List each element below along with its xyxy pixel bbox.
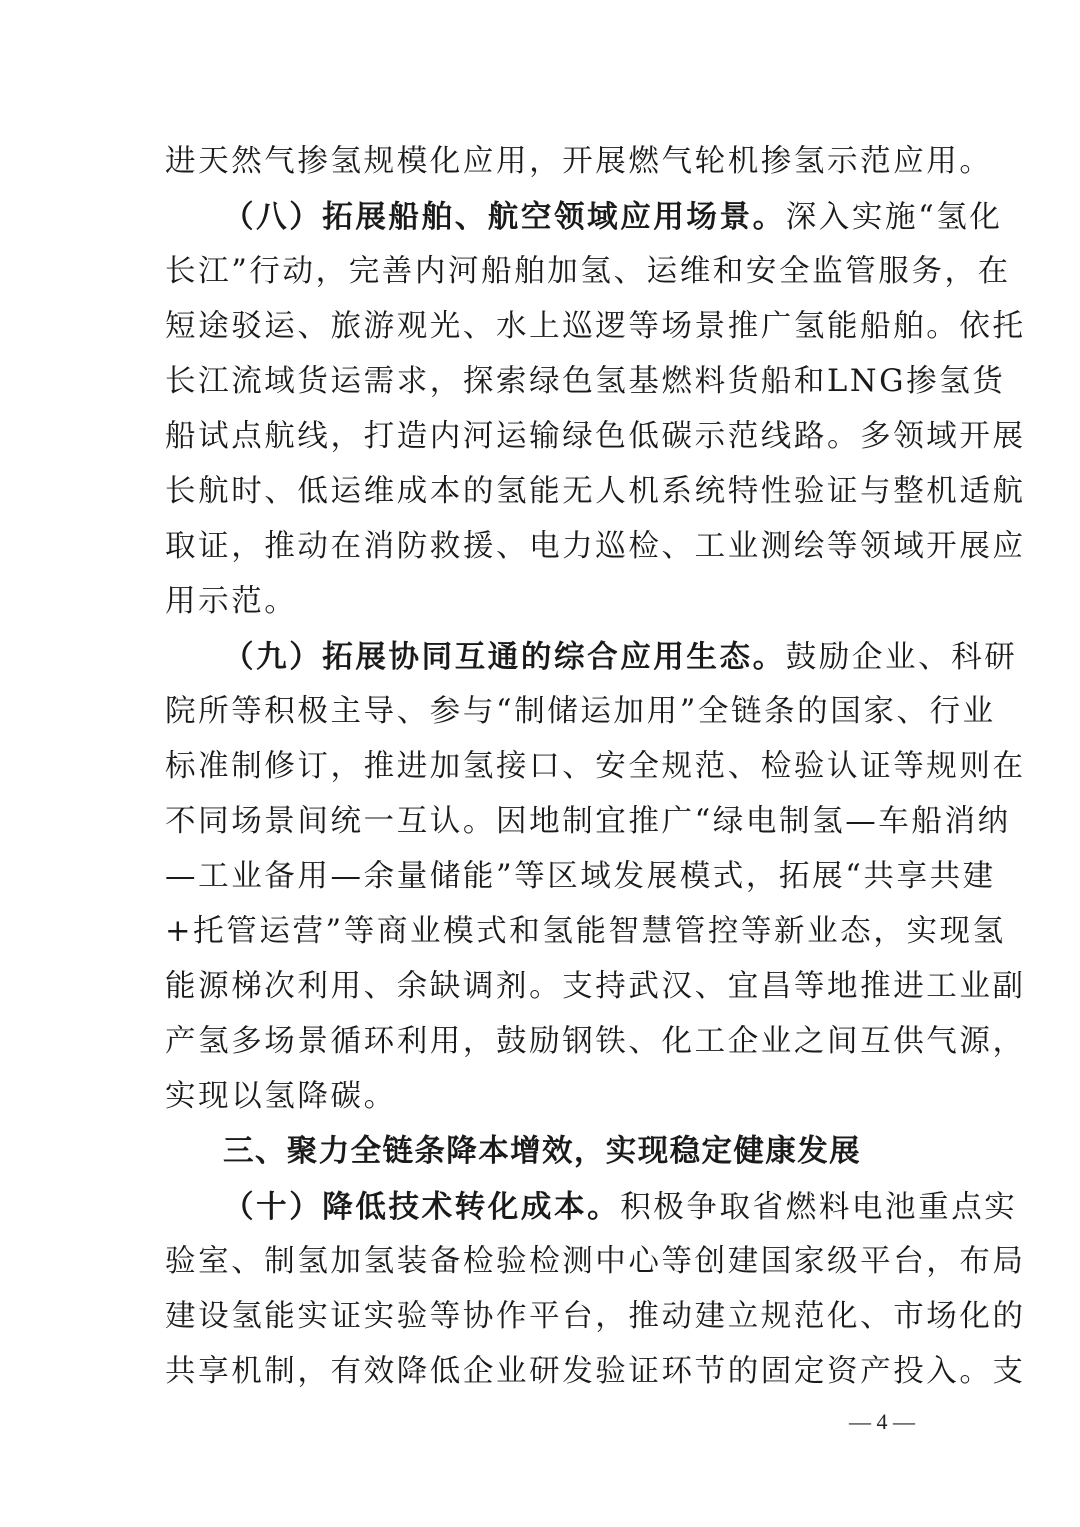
body-line: 产氢多场景循环利用，鼓励钢铁、化工企业之间互供气源， [165,1024,1026,1059]
body-line: 建设氢能实证实验等协作平台，推动建立规范化、市场化的 [165,1299,1026,1334]
body-line: 船试点航线，打造内河运输绿色低碳示范线路。多领域开展 [165,419,1026,454]
paragraph-10-text: 积极争取省燃料电池重点实 [620,1190,1018,1225]
body-line: 标准制修订，推进加氢接口、安全规范、检验认证等规则在 [165,749,1026,784]
paragraph-10-first-line [223,1187,1018,1227]
paragraph-10-title: （十）降低技术转化成本。 [223,1189,621,1225]
body-line: 共享机制，有效降低企业研发验证环节的固定资产投入。支 [165,1354,1026,1389]
paragraph-8-title: （八）拓展船舶、航空领域应用场景。 [223,199,786,235]
paragraph-9-text: 鼓励企业、科研 [785,640,1018,675]
body-line: 能源梯次利用、余缺调剂。支持武汉、宜昌等地推进工业副 [165,969,1026,1004]
body-line: 进天然气掺氢规模化应用，开展燃气轮机掺氢示范应用。 [165,144,993,179]
body-line: 院所等积极主导、参与“制储运加用”全链条的国家、行业 [165,694,996,729]
paragraph-8-first-line [223,197,1003,237]
body-line: +托管运营”等商业模式和氢能智慧管控等新业态，实现氢 [165,914,1006,949]
body-line: 取证，推动在消防救援、电力巡检、工业测绘等领域开展应 [165,529,1026,564]
body-line: —工业备用—余量储能”等区域发展模式，拓展“共享共建 [165,859,996,894]
paragraph-9-title: （九）拓展协同互通的综合应用生态。 [223,639,786,675]
body-line: 长江流域货运需求，探索绿色氢基燃料货船和LNG掺氢货 [165,364,1006,399]
section-heading: 三、聚力全链条降本增效，实现稳定健康发展 [223,1134,861,1169]
body-line: 实现以氢降碳。 [165,1079,397,1114]
body-line: 用示范。 [165,584,298,619]
body-line: 长航时、低运维成本的氢能无人机系统特性验证与整机适航 [165,474,1026,509]
paragraph-8-text: 深入实施“氢化 [785,200,1003,235]
body-line: 不同场景间统一互认。因地制宜推广“绿电制氢—车船消纳 [165,804,1011,839]
body-line: 短途驳运、旅游观光、水上巡逻等场景推广氢能船舶。依托 [165,309,1026,344]
paragraph-9-first-line [223,637,1018,677]
body-line: 长江”行动，完善内河船舶加氢、运维和安全监管服务，在 [165,254,1011,289]
body-line: 验室、制氢加氢装备检验检测中心等创建国家级平台，布局 [165,1244,1026,1279]
page-number: — 4 — [849,1409,915,1434]
